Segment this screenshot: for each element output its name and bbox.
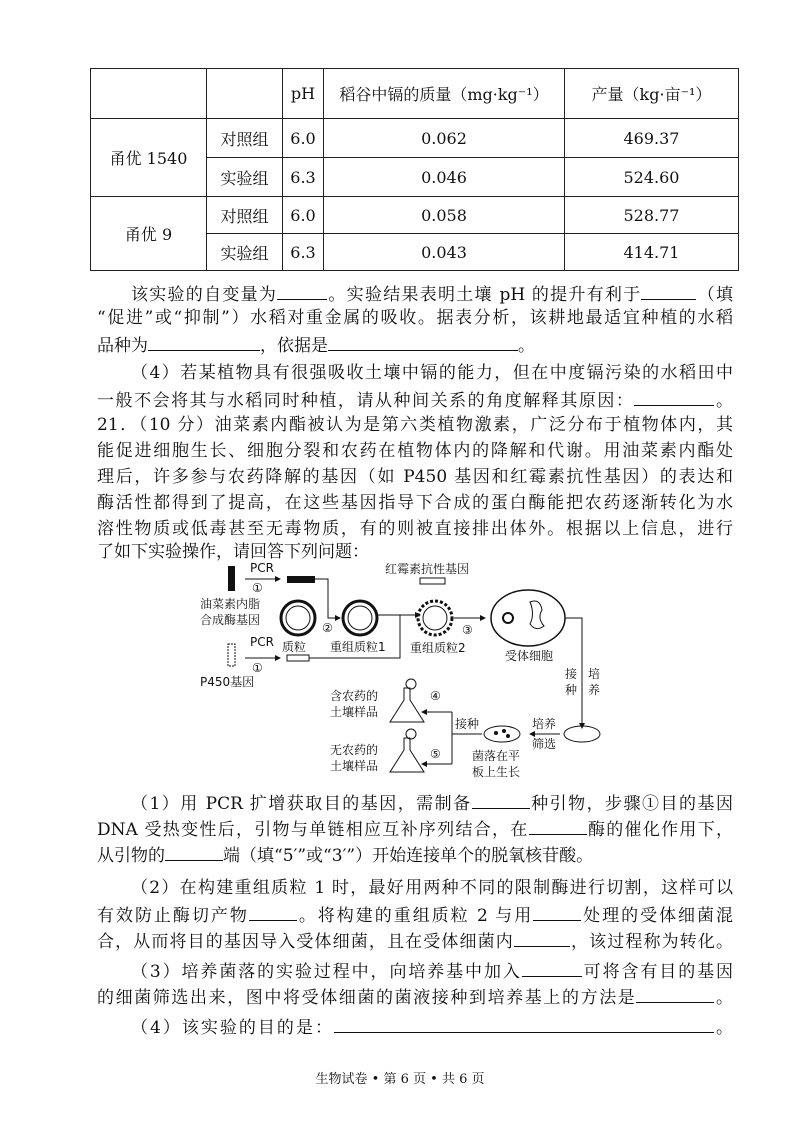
- answer-blank[interactable]: [472, 790, 530, 809]
- petri-dish-icon: [484, 726, 520, 742]
- text-line: 一般不会将其与水稻同时种植，请从种间关系的角度解释其原因： 。: [97, 387, 733, 413]
- cell: 469.37: [565, 119, 739, 158]
- svg-text:②: ②: [322, 621, 333, 635]
- answer-blank[interactable]: [522, 958, 582, 977]
- flask-icon: [390, 738, 424, 772]
- svg-text:菌落在平: 菌落在平: [472, 749, 521, 763]
- text-line: 能促进细胞生长、细胞分裂和农药在植物体内的降解和代谢。用油菜素内酯处: [97, 441, 733, 461]
- answer-blank[interactable]: [148, 332, 260, 351]
- header-yield: 产量（kg·亩⁻¹）: [565, 69, 739, 119]
- header-ph: pH: [283, 69, 324, 119]
- variety: 甬优 9: [91, 197, 207, 271]
- answer-blank[interactable]: [334, 1014, 714, 1033]
- experiment-diagram: [190, 562, 610, 788]
- svg-text:培: 培: [588, 667, 601, 681]
- cell: 实验组: [207, 234, 283, 271]
- text-line: （3）培养菌落的实验过程中，向培养基中加入 可将含有目的基因: [97, 958, 733, 984]
- svg-text:含农药的: 含农药的: [330, 689, 379, 703]
- variety: 甬优 1540: [91, 119, 207, 197]
- svg-text:筛选: 筛选: [532, 737, 557, 751]
- text-line: （4）若某植物具有很强吸收土壤中镉的能力，但在中度镉污染的水稻田中: [131, 363, 733, 383]
- svg-text:①: ①: [252, 581, 263, 595]
- cell: 0.058: [324, 197, 565, 234]
- svg-text:合成酶基因: 合成酶基因: [200, 613, 261, 627]
- data-table: [90, 68, 739, 271]
- svg-text:重组质粒2: 重组质粒2: [410, 641, 466, 655]
- text-line: 的细菌筛选出来，图中将受体细菌的菌液接种到培养基上的方法是 。: [97, 984, 733, 1010]
- svg-text:⑤: ⑤: [430, 747, 441, 761]
- text-line: 酶活性都得到了提高，在这些基因指导下合成的蛋白酶能把农药逐渐转化为水: [97, 493, 733, 513]
- page-footer: 生物试卷 • 第 6 页 • 共 6 页: [315, 1072, 485, 1087]
- svg-text:④: ④: [430, 689, 441, 703]
- answer-blank[interactable]: [165, 842, 223, 861]
- gene-icon: [228, 566, 235, 591]
- cell: 414.71: [565, 234, 739, 271]
- text-line: （2）在构建重组质粒 1 时，最好用两种不同的限制酶进行切割，这样可以: [131, 878, 733, 898]
- answer-blank[interactable]: [529, 816, 587, 835]
- answer-blank[interactable]: [533, 902, 581, 921]
- cell: 实验组: [207, 158, 283, 197]
- text-line: “促进”或“抑制”）水稻对重金属的吸收。据表分析，该耕地最适宜种植的水稻: [97, 308, 733, 328]
- cell: 对照组: [207, 197, 283, 234]
- svg-text:接: 接: [565, 667, 578, 681]
- svg-text:PCR: PCR: [250, 562, 274, 575]
- answer-blank[interactable]: [634, 387, 714, 406]
- text-line: 理后，许多参与农药降解的基因（如 P450 基因和红霉素抗性基因）的表达和: [97, 467, 733, 487]
- cell: 0.062: [324, 119, 565, 158]
- answer-blank[interactable]: [514, 928, 570, 947]
- text-line: （4）该实验的目的是： 。: [97, 1014, 733, 1040]
- svg-text:质粒: 质粒: [282, 640, 307, 654]
- header-cd: 稻谷中镉的质量（mg·kg⁻¹）: [324, 69, 565, 119]
- p450-gene-icon: [228, 644, 235, 666]
- cell: 0.043: [324, 234, 565, 271]
- svg-text:土壤样品: 土壤样品: [330, 705, 379, 719]
- svg-text:红霉素抗性基因: 红霉素抗性基因: [385, 562, 470, 576]
- text-line: 品种为 ，依据是 。: [97, 332, 733, 358]
- svg-text:油菜素内脂: 油菜素内脂: [200, 597, 261, 611]
- answer-blank[interactable]: [636, 984, 714, 1003]
- svg-text:③: ③: [462, 623, 473, 637]
- text-line: 该实验的自变量为 。实验结果表明土壤 pH 的提升有利于 （填: [97, 281, 733, 307]
- svg-text:土壤样品: 土壤样品: [330, 759, 379, 773]
- svg-text:接种: 接种: [455, 717, 480, 731]
- text-line: 有效防止酶切产物 。将构建的重组质粒 2 与用 处理的受体细菌混: [97, 902, 733, 928]
- text-line: 溶性物质或低毒甚至无毒物质，有的则被直接排出体外。根据以上信息，进行: [97, 519, 733, 539]
- cell: 对照组: [207, 119, 283, 158]
- svg-text:养: 养: [588, 683, 601, 697]
- answer-blank[interactable]: [641, 281, 696, 300]
- svg-text:PCR: PCR: [250, 635, 274, 649]
- answer-blank[interactable]: [328, 332, 518, 351]
- text-line: （1）用 PCR 扩增获取目的基因，需制备 种引物，步骤①目的基因: [97, 790, 733, 816]
- question-21-line: 21．（10 分）油菜素内酯被认为是第六类植物激素，广泛分布于植物体内，其: [97, 415, 733, 435]
- cell: 528.77: [565, 197, 739, 234]
- p450-gene-label: P450基因: [200, 675, 255, 689]
- cell: 524.60: [565, 158, 739, 197]
- svg-text:板上生长: 板上生长: [472, 765, 521, 779]
- text-line: DNA 受热变性后，引物与单链相应互补序列结合，在 酶的催化作用下，: [97, 816, 733, 842]
- cell: 6.3: [283, 158, 324, 197]
- answer-blank[interactable]: [277, 281, 327, 300]
- answer-blank[interactable]: [249, 902, 297, 921]
- svg-text:无农药的: 无农药的: [330, 743, 379, 757]
- svg-text:培养: 培养: [532, 717, 557, 731]
- text-line: 合，从而将目的基因导入受体细菌，且在受体细菌内 ，该过程称为转化。: [97, 928, 733, 954]
- cell: 6.0: [283, 197, 324, 234]
- cell: 6.3: [283, 234, 324, 271]
- cell: 6.0: [283, 119, 324, 158]
- svg-text:受体细胞: 受体细胞: [505, 649, 554, 663]
- svg-text:种: 种: [565, 683, 578, 697]
- flask-icon: [390, 688, 424, 722]
- svg-text:①: ①: [252, 661, 263, 675]
- text-line: 从引物的 端（填“5′”或“3′”）开始连接单个的脱氧核苷酸。: [97, 842, 733, 868]
- svg-text:重组质粒1: 重组质粒1: [330, 640, 386, 654]
- text-line: 了如下实验操作，请回答下列问题：: [97, 542, 369, 562]
- cell: 0.046: [324, 158, 565, 197]
